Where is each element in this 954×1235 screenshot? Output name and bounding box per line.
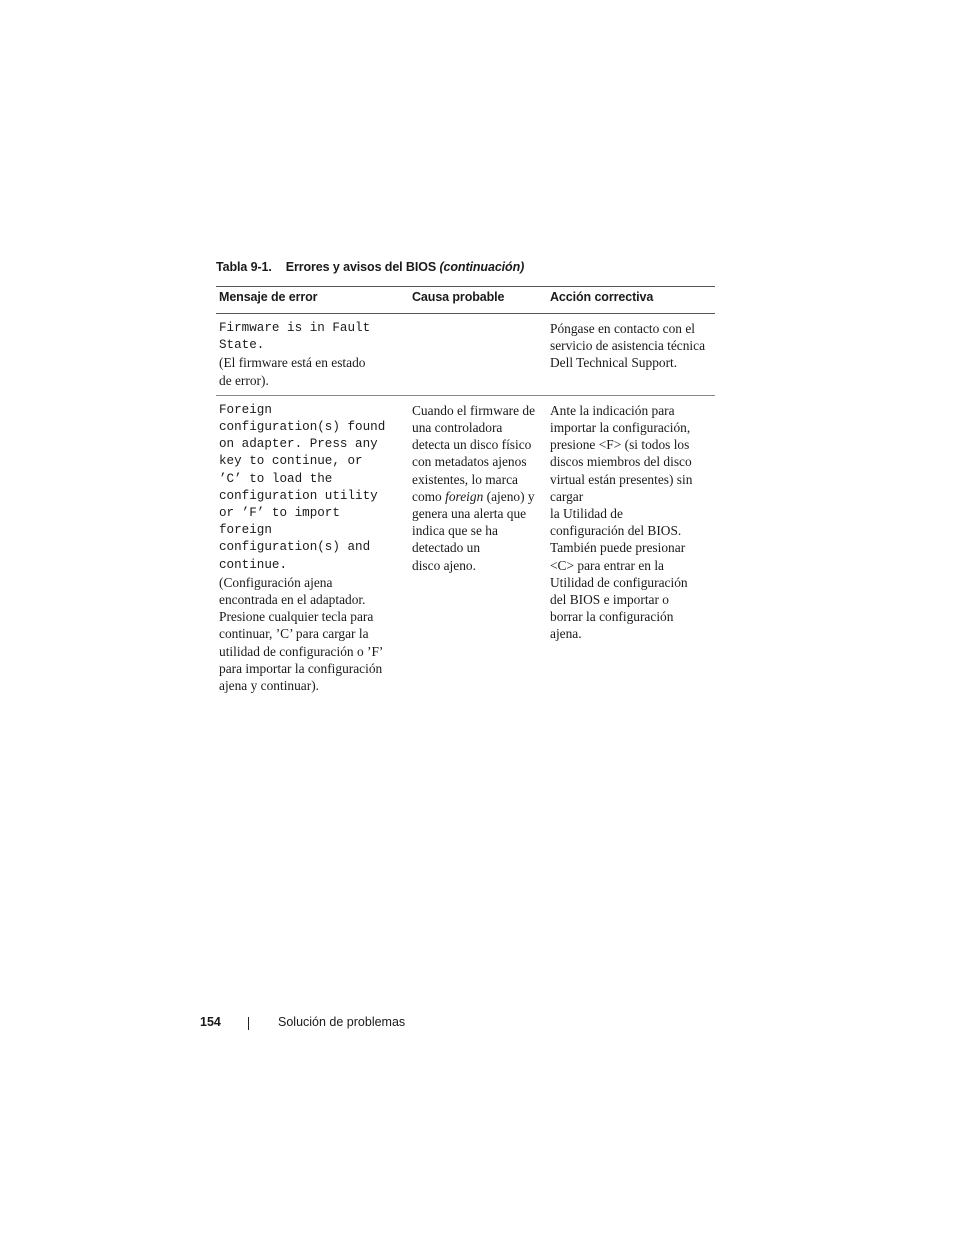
corrective-action-cell: [547, 314, 715, 396]
cause-line: detecta un disco físico: [412, 437, 532, 453]
table-number: Tabla 9-1.: [216, 260, 272, 274]
header-probable-cause: Causa probable: [409, 287, 547, 314]
table-row: [216, 314, 715, 396]
cause-line: genera una alerta que: [412, 506, 527, 522]
error-message-cell: [216, 314, 409, 396]
action-line: cargar: [550, 488, 584, 504]
cause-line: una controladora: [412, 420, 503, 436]
table-header-row: [216, 287, 715, 314]
corrective-action-cell: [547, 395, 715, 700]
error-translation-line: (Configuración ajena: [219, 574, 333, 590]
error-code-line: Firmware is in Fault: [219, 321, 371, 335]
table-row: [216, 395, 715, 700]
error-code-line: State.: [219, 338, 265, 353]
page-number: 154: [200, 1015, 221, 1029]
action-line: ajena.: [550, 626, 582, 642]
action-line: importar la configuración,: [550, 420, 691, 436]
error-code-line: on adapter. Press any: [219, 437, 378, 452]
action-line: configuración del BIOS.: [550, 523, 682, 539]
action-line: <C> para entrar en la: [550, 557, 664, 573]
table-continued-label: (continuación): [439, 260, 525, 274]
error-translation-line: Presione cualquier tecla para: [219, 609, 374, 625]
cause-text: (ajeno) y: [483, 488, 535, 504]
action-line: servicio de asistencia técnica: [550, 338, 706, 354]
cause-text: como: [412, 488, 446, 504]
probable-cause-cell: [409, 314, 547, 396]
action-line: la Utilidad de: [550, 506, 623, 522]
error-translation-line: ajena y continuar).: [219, 678, 320, 694]
foreign-term: foreign: [445, 488, 484, 504]
error-code-line: key to continue, or: [219, 454, 363, 469]
probable-cause-cell: [409, 395, 547, 700]
cause-line: indica que se ha: [412, 523, 498, 539]
action-line: borrar la configuración: [550, 609, 674, 625]
bios-errors-table: [216, 286, 715, 700]
action-line: virtual están presentes) sin: [550, 471, 693, 487]
error-code-line: configuration(s) and: [219, 540, 371, 555]
header-error-message: Mensaje de error: [216, 287, 409, 314]
error-code-line: continue.: [219, 557, 288, 572]
action-line: Utilidad de configuración: [550, 574, 688, 590]
error-code-line: or ’F’ to import: [219, 506, 340, 521]
footer-section-title: Solución de problemas: [278, 1015, 406, 1029]
table-caption: [216, 260, 524, 274]
error-translation-line: continuar, ’C’ para cargar la: [219, 626, 369, 642]
cause-line: existentes, lo marca: [412, 471, 518, 487]
cause-line: con metadatos ajenos: [412, 454, 527, 470]
action-line: del BIOS e importar o: [550, 592, 670, 608]
error-code-line: ’C’ to load the: [219, 471, 333, 486]
error-code-line: Foreign: [219, 402, 272, 417]
error-code-line: foreign: [219, 523, 272, 538]
error-translation-line: utilidad de configuración o ’F’: [219, 643, 384, 659]
cause-line: detectado un: [412, 540, 481, 556]
error-translation-line: encontrada en el adaptador.: [219, 592, 366, 608]
action-line: Dell Technical Support.: [550, 355, 678, 371]
action-line: Póngase en contacto con el: [550, 321, 696, 336]
error-translation-line: de error).: [219, 372, 269, 388]
table-title: Errores y avisos del BIOS: [285, 260, 437, 274]
footer-divider: [248, 1017, 249, 1030]
cause-line: [412, 488, 543, 505]
error-translation-line: (El firmware está en estado: [219, 355, 366, 371]
error-code-line: configuration utility: [219, 488, 378, 503]
error-translation-line: para importar la configuración: [219, 660, 383, 676]
action-line: También puede presionar: [550, 540, 686, 556]
action-line: discos miembros del disco: [550, 454, 692, 470]
action-line: presione <F> (si todos los: [550, 437, 690, 453]
cause-line: Cuando el firmware de: [412, 402, 536, 418]
action-line: Ante la indicación para: [550, 402, 675, 418]
error-code-line: configuration(s) found: [219, 420, 386, 435]
error-message-cell: [216, 395, 409, 700]
cause-line: disco ajeno.: [412, 557, 476, 573]
header-corrective-action: Acción correctiva: [547, 287, 715, 314]
